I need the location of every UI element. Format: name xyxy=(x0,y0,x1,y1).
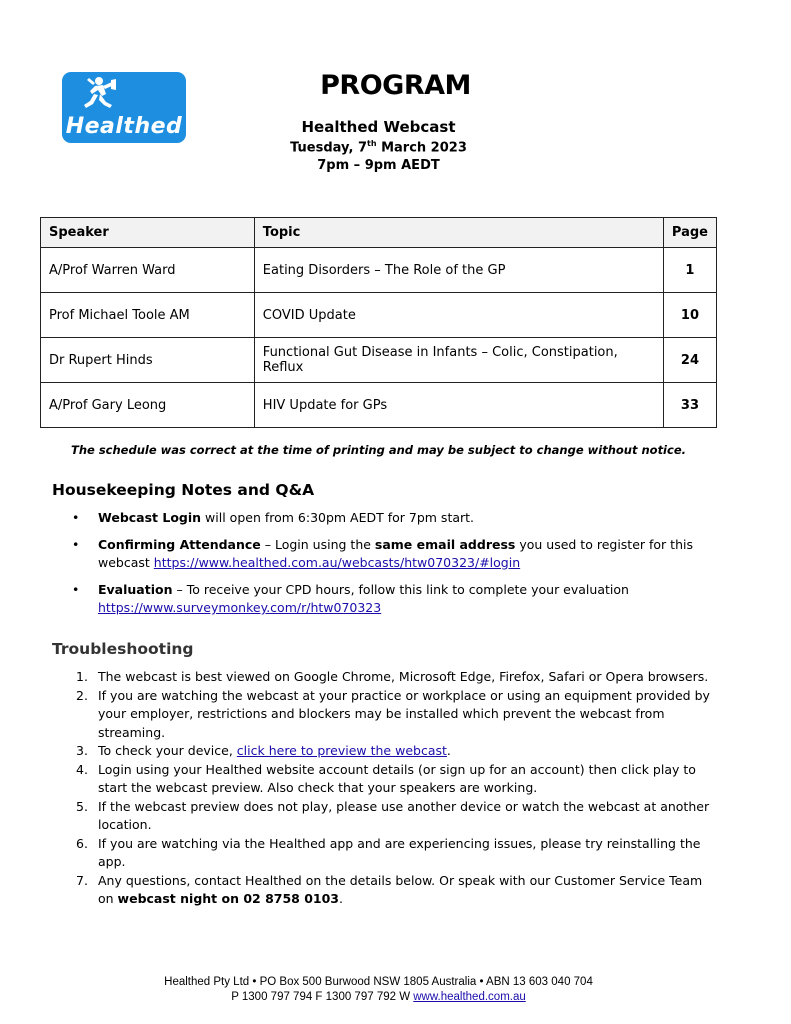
speaker-cell: Prof Michael Toole AM xyxy=(41,293,255,338)
evaluation-link[interactable]: https://www.surveymonkey.com/r/htw070323 xyxy=(98,600,382,615)
page-footer xyxy=(0,975,757,1005)
topic-cell: HIV Update for GPs xyxy=(254,383,663,428)
troubleshooting-heading: Troubleshooting xyxy=(52,640,194,658)
page-cell: 33 xyxy=(663,383,716,428)
column-header-topic: Topic xyxy=(254,218,663,248)
program-table xyxy=(40,217,717,428)
page-cell: 24 xyxy=(663,338,716,383)
topic-cell: COVID Update xyxy=(254,293,663,338)
table-header-row xyxy=(41,218,717,248)
logo-wordmark: Healthed xyxy=(65,114,183,139)
housekeeping-heading: Housekeeping Notes and Q&A xyxy=(52,481,315,499)
list-item: 7. Any questions, contact Healthed on the details below. Or speak with our Customer Service Team on webcast night on 02 8758 0103. xyxy=(76,872,703,906)
list-item: 1. The webcast is best viewed on Google Chrome, Microsoft Edge, Firefox, Safari or Opera browsers. xyxy=(76,669,709,684)
housekeeping-list xyxy=(72,509,712,626)
event-date: Tuesday, 7th March 2023 xyxy=(290,139,467,156)
speaker-cell: Dr Rupert Hinds xyxy=(41,338,255,383)
schedule-disclaimer: The schedule was correct at the time of printing and may be subject to change without notice. xyxy=(70,443,686,457)
table-row xyxy=(41,383,717,428)
event-subtitle: Healthed Webcast xyxy=(301,118,456,136)
troubleshooting-list xyxy=(72,668,712,909)
table-row xyxy=(41,293,717,338)
bullet-icon: • xyxy=(72,510,80,525)
column-header-page: Page xyxy=(663,218,716,248)
footer-address: Healthed Pty Ltd • PO Box 500 Burwood NSW 1805 Australia • ABN 13 603 040 704 xyxy=(164,976,593,988)
speaker-cell: A/Prof Warren Ward xyxy=(41,248,255,293)
speaker-cell: A/Prof Gary Leong xyxy=(41,383,255,428)
list-item: 3. To check your device, click here to preview the webcast. xyxy=(76,743,451,758)
bullet-icon: • xyxy=(72,582,80,597)
column-header-speaker: Speaker xyxy=(41,218,255,248)
footer-contact: P 1300 797 794 F 1300 797 792 W www.healthed.com.au xyxy=(231,991,526,1003)
bullet-icon: • xyxy=(72,537,80,552)
list-item: 4. Login using your Healthed website account details (or sign up for an account) then click play to start the webcast preview. Also check that your speakers are working. xyxy=(76,761,696,795)
event-time: 7pm – 9pm AEDT xyxy=(317,158,440,173)
topic-cell: Eating Disorders – The Role of the GP xyxy=(254,248,663,293)
healthed-website-link[interactable]: www.healthed.com.au xyxy=(413,991,526,1003)
list-item: • Webcast Login will open from 6:30pm AEDT for 7pm start. xyxy=(72,510,475,525)
table-row xyxy=(41,248,717,293)
page-title: PROGRAM xyxy=(320,70,471,101)
list-item: • Evaluation – To receive your CPD hours, follow this link to complete your evaluation https://www.surveymonkey.com/r/htw070323 xyxy=(72,582,629,615)
login-link[interactable]: https://www.healthed.com.au/webcasts/htw070323/#login xyxy=(153,555,521,570)
preview-webcast-link[interactable]: click here to preview the webcast xyxy=(236,743,447,758)
list-item: 5. If the webcast preview does not play, please use another device or watch the webcast at another location. xyxy=(76,798,710,832)
page-cell: 1 xyxy=(663,248,716,293)
list-item: 2. If you are watching the webcast at your practice or workplace or using an equipment provided by your employer, restrictions and blockers may be installed which prevent the webcast from streaming. xyxy=(76,687,710,740)
list-item: 6. If you are watching via the Healthed app and are experiencing issues, please try reinstalling the app. xyxy=(76,835,701,869)
topic-cell: Functional Gut Disease in Infants – Colic, Constipation, Reflux xyxy=(254,338,663,383)
table-row xyxy=(41,338,717,383)
page-cell: 10 xyxy=(663,293,716,338)
list-item: • Confirming Attendance – Login using the same email address you used to register for this webcast https://www.healthed.com.au/webcasts/htw070323/#login xyxy=(72,537,693,570)
